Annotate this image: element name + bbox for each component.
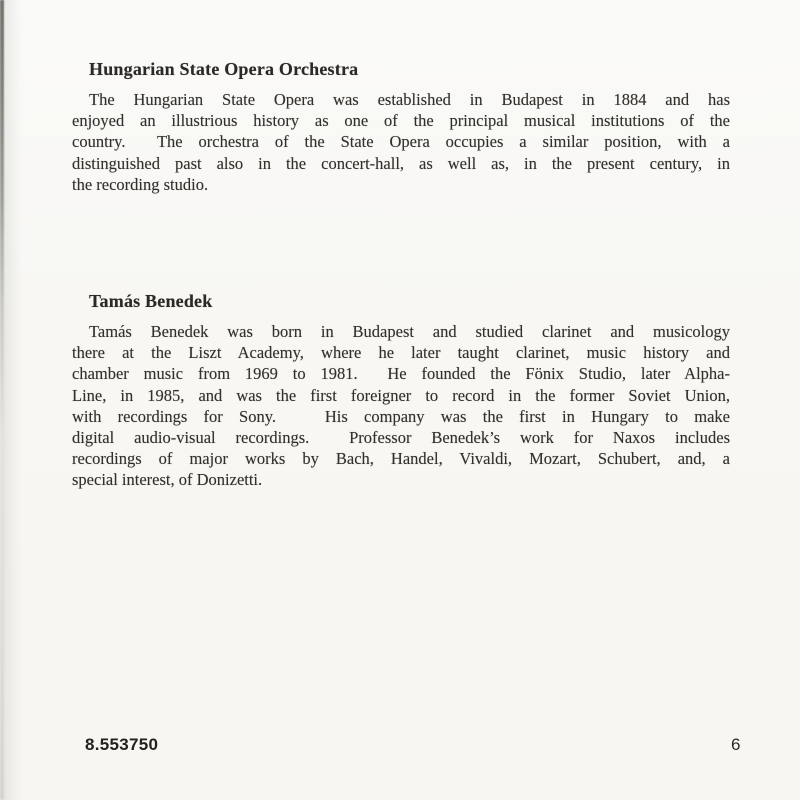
text-line: Tamás Benedek was born in Budapest and studied clarinet and musicology	[89, 322, 730, 341]
page-number: 6	[731, 735, 741, 754]
text-line: chamber music from 1969 to 1981. He founded the Fönix Studio, later Alpha-	[72, 364, 730, 384]
text-line: the recording studio.	[72, 174, 209, 194]
paragraph-orchestra	[72, 89, 730, 195]
text-line: The Hungarian State Opera was established in Budapest in 1884 and has	[89, 90, 730, 109]
section-heading-benedek: Tamás Benedek	[89, 291, 213, 311]
section-heading-orchestra: Hungarian State Opera Orchestra	[89, 59, 359, 79]
text-line: there at the Liszt Academy, where he later taught clarinet, music history and	[72, 343, 730, 363]
paragraph-benedek	[72, 321, 730, 491]
text-line: Line, in 1985, and was the first foreigner to record in the former Soviet Union,	[72, 385, 730, 405]
text-line: recordings of major works by Bach, Handel, Vivaldi, Mozart, Schubert, and, a	[72, 449, 730, 469]
text-line: enjoyed an illustrious history as one of the principal musical institutions of the	[72, 111, 730, 131]
text-line: special interest, of Donizetti.	[72, 470, 263, 490]
scan-edge-shadow	[4, 0, 22, 800]
text-line: digital audio-visual recordings. Professor Benedek’s work for Naxos includes	[72, 428, 730, 448]
text-line: with recordings for Sony. His company was the first in Hungary to make	[72, 406, 730, 426]
catalog-number: 8.553750	[85, 735, 159, 754]
text-line: country. The orchestra of the State Opera occupies a similar position, with a	[72, 132, 730, 152]
text-line: distinguished past also in the concert-hall, as well as, in the present century, in	[72, 153, 730, 173]
